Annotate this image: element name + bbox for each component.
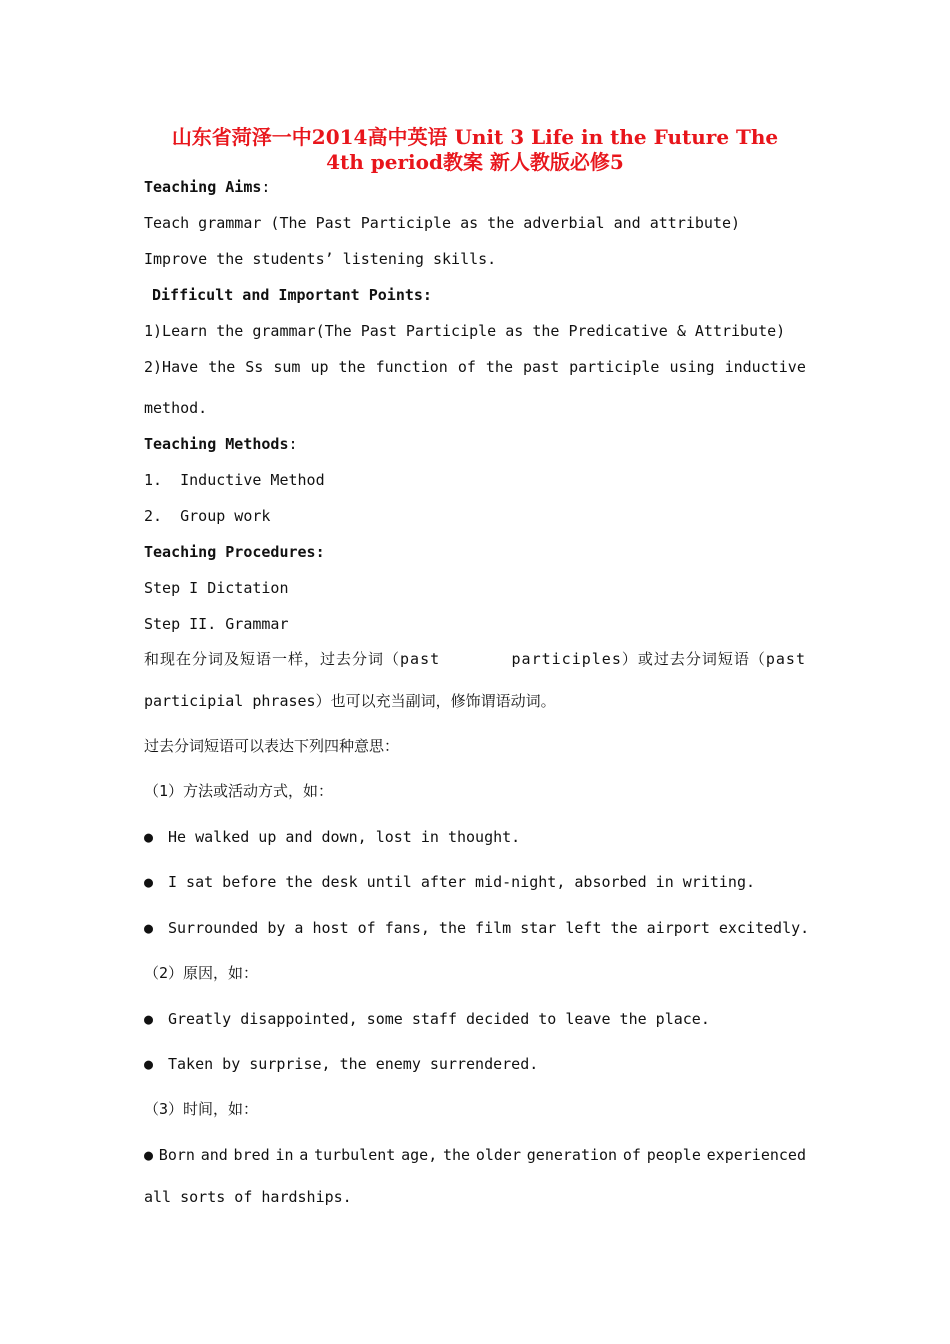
example-continued: all sorts of hardships. — [144, 1188, 352, 1206]
teaching-aims-heading-text: Teaching Aims — [144, 178, 262, 196]
difficult-point-2-continued: method. — [144, 399, 208, 417]
word: inductive — [724, 358, 806, 376]
word: age, — [401, 1146, 438, 1164]
word: and — [200, 1146, 228, 1164]
word: Ss — [245, 358, 264, 376]
word: in — [275, 1146, 294, 1164]
word: participle — [569, 358, 660, 376]
example-text: He walked up and down, lost in thought. — [168, 828, 521, 846]
word: a — [299, 1146, 309, 1164]
word: experienced — [706, 1146, 806, 1164]
teaching-aim-2: Improve the students’ listening skills. — [144, 250, 497, 268]
grammar-section-2: （2）原因，如： — [144, 964, 259, 982]
grammar-section-1: （1）方法或活动方式，如： — [144, 782, 334, 800]
word: Born — [158, 1146, 195, 1164]
word: past — [523, 358, 560, 376]
example-item — [144, 1009, 710, 1029]
word: the — [485, 358, 513, 376]
word: turbulent — [314, 1146, 396, 1164]
example-item — [144, 918, 809, 938]
step-2: Step II. Grammar — [144, 615, 289, 633]
document-title-line-2: 4th period教案 新人教版必修5 — [326, 150, 624, 174]
grammar-section-3: （3）时间，如： — [144, 1100, 259, 1118]
teaching-methods-heading — [144, 434, 298, 454]
teaching-methods-heading-text: Teaching Methods — [144, 435, 289, 453]
difficult-point-1: 1)Learn the grammar(The Past Participle as the Predicative & Attribute) — [144, 322, 786, 340]
text-segment: participles）或过去分词短语（past — [511, 650, 806, 668]
word: function — [375, 358, 448, 376]
teaching-method-2: 2. Group work — [144, 507, 271, 525]
teaching-aims-colon: : — [261, 178, 271, 196]
word: 2)Have — [144, 358, 199, 376]
word: people — [646, 1146, 701, 1164]
example-text: Greatly disappointed, some staff decided to leave the place. — [168, 1010, 710, 1028]
teaching-aim-1: Teach grammar (The Past Participle as the adverbial and attribute) — [144, 214, 741, 232]
difficult-point-2 — [144, 357, 806, 377]
bullet-icon: ● — [144, 1146, 154, 1164]
grammar-paragraph-1 — [144, 649, 806, 669]
step-1: Step I Dictation — [144, 579, 289, 597]
word: the — [443, 1146, 471, 1164]
example-item — [144, 827, 520, 847]
example-item — [144, 872, 755, 892]
bullet-icon: ● — [144, 873, 154, 891]
document-title-line-1: 山东省菏泽一中2014高中英语 Unit 3 Life in the Future The — [171, 125, 779, 149]
bullet-icon: ● — [144, 1055, 154, 1073]
word: bred — [233, 1146, 270, 1164]
teaching-aims-heading — [144, 177, 270, 197]
example-item — [144, 1054, 538, 1074]
difficult-points-heading: Difficult and Important Points: — [152, 286, 432, 304]
text-segment: 和现在分词及短语一样，过去分词（past — [144, 650, 441, 668]
word: of — [622, 1146, 641, 1164]
bullet-icon: ● — [144, 828, 154, 846]
example-text: Surrounded by a host of fans, the film star left the airport excitedly. — [168, 919, 810, 937]
word: older — [475, 1146, 522, 1164]
bullet-icon: ● — [144, 919, 154, 937]
teaching-procedures-heading: Teaching Procedures: — [144, 543, 325, 561]
bullet-icon: ● — [144, 1010, 154, 1028]
word: using — [669, 358, 715, 376]
grammar-paragraph-1-continued: participial phrases）也可以充当副词，修饰谓语动词。 — [144, 692, 556, 710]
grammar-intro: 过去分词短语可以表达下列四种意思： — [144, 737, 400, 755]
teaching-method-1: 1. Inductive Method — [144, 471, 325, 489]
word: of — [457, 358, 476, 376]
word: up — [310, 358, 329, 376]
word: sum — [273, 358, 301, 376]
example-text: I sat before the desk until after mid-night, absorbed in writing. — [168, 873, 755, 891]
word: generation — [526, 1146, 618, 1164]
word: the — [338, 358, 366, 376]
word: the — [208, 358, 236, 376]
teaching-methods-colon: : — [288, 435, 298, 453]
example-item — [144, 1145, 806, 1165]
example-text: Taken by surprise, the enemy surrendered. — [168, 1055, 539, 1073]
